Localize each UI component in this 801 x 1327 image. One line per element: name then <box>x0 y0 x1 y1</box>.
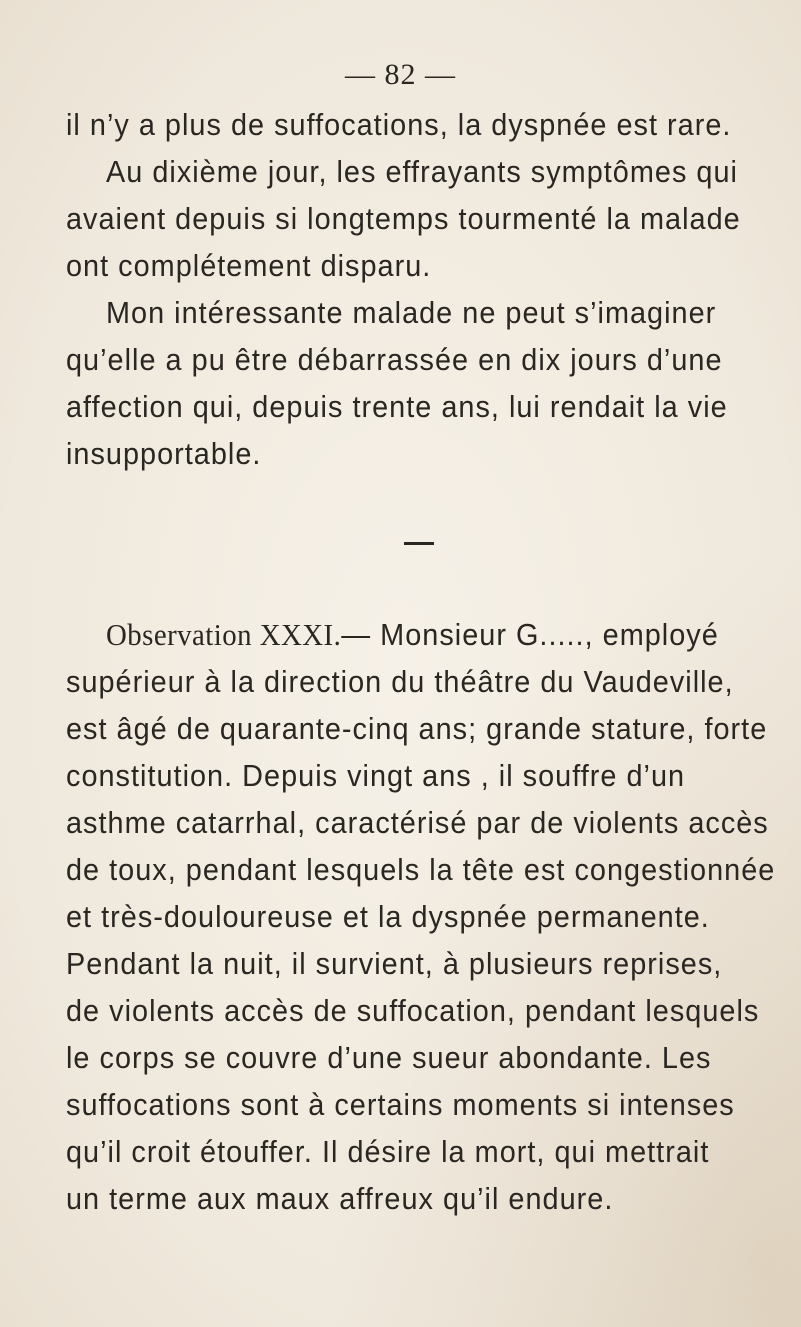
text-line: avaient depuis si longtemps tourmenté la malade <box>66 201 741 236</box>
text-line: et très-douloureuse et la dyspnée permanente. <box>66 899 710 934</box>
text-line: est âgé de quarante-cinq ans; grande stature, forte <box>66 711 768 746</box>
page-number: — 82 — <box>345 58 456 91</box>
text-line: affection qui, depuis trente ans, lui rendait la vie <box>66 389 728 424</box>
text-line: Mon intéressante malade ne peut s’imaginer <box>105 295 717 330</box>
text-line: insupportable. <box>66 436 262 471</box>
text-line: asthme catarrhal, caractérisé par de violents accès <box>66 805 769 840</box>
text-line: Au dixième jour, les effrayants symptômes qui <box>105 154 738 189</box>
text-line-first <box>66 611 719 658</box>
text-line: qu’il croit étouffer. Il désire la mort, qui mettrait <box>66 1134 710 1169</box>
text-line: ont complétement disparu. <box>66 248 432 283</box>
text-line: le corps se couvre d’une sueur abondante. Les <box>66 1040 712 1075</box>
paragraph-continuation <box>66 101 741 477</box>
observation-paragraph <box>66 611 776 1222</box>
text-line: de toux, pendant lesquels la tête est congestionnée <box>66 852 776 887</box>
observation-intro: — Monsieur G....., employé <box>341 617 719 652</box>
text-line: constitution. Depuis vingt ans , il souffre d’un <box>66 758 686 793</box>
text-line: supérieur à la direction du théâtre du Vaudeville, <box>66 664 734 699</box>
text-line: Pendant la nuit, il survient, à plusieurs reprises, <box>66 946 723 981</box>
observation-heading: Observation XXXI. <box>105 617 342 652</box>
text-line: suffocations sont à certains moments si intenses <box>66 1087 735 1122</box>
text-line: il n’y a plus de suffocations, la dyspnée est rare. <box>66 107 732 142</box>
section-separator <box>404 542 434 545</box>
text-line: de violents accès de suffocation, pendant lesquels <box>66 993 760 1028</box>
text-line: qu’elle a pu être débarrassée en dix jours d’une <box>66 342 723 377</box>
text-line: un terme aux maux affreux qu’il endure. <box>66 1181 614 1216</box>
